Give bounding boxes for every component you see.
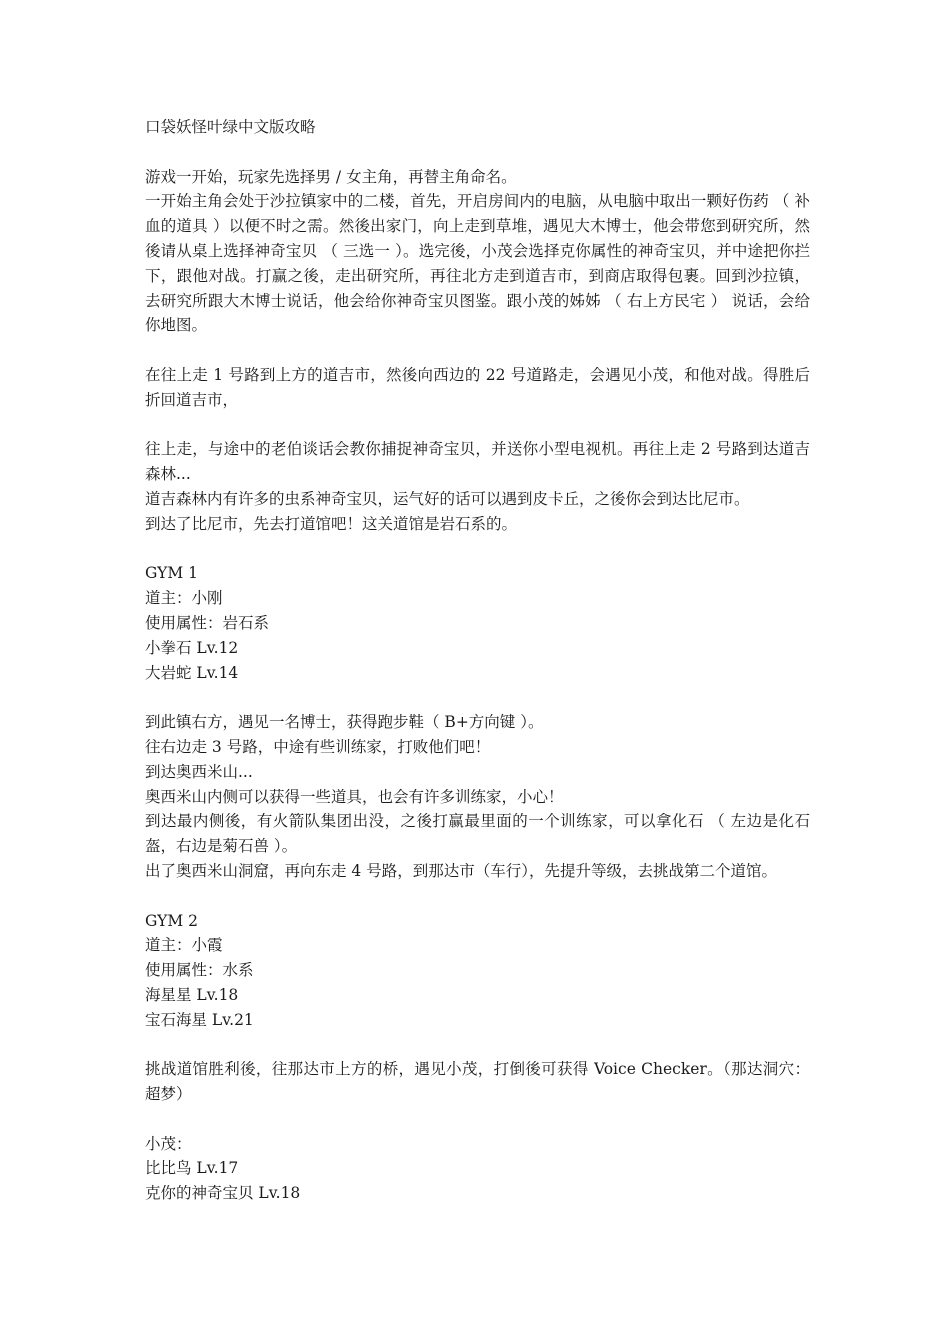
document-title: 口袋妖怪叶绿中文版攻略 (145, 118, 316, 136)
spacer (145, 884, 810, 909)
forest-paragraph-3: 到达了比尼市，先去打道馆吧！这关道馆是岩石系的。 (145, 514, 518, 533)
rival-pokemon-1: 比比鸟 Lv.17 (145, 1159, 239, 1178)
document-body (145, 115, 810, 1206)
mountain-paragraph-1: 到此镇右方，遇见一名博士，获得跑步鞋（ B+方向键 ）。 (145, 713, 544, 732)
mountain-paragraph-4: 奥西米山内侧可以获得一些道具，也会有许多训练家，小心！ (145, 787, 564, 806)
bridge-paragraph: 挑战道馆胜利後，往那达市上方的桥，遇见小茂，打倒後可获得 Voice Checker。（那达洞穴：超梦） (145, 1060, 810, 1104)
spacer (145, 140, 810, 165)
spacer (145, 338, 810, 363)
forest-paragraph-1: 往上走，与途中的老伯谈话会教你捕捉神奇宝贝，并送你小型电视机。再往上走 2 号路到达道吉森林... (145, 440, 810, 484)
mountain-paragraph-2: 往右边走 3 号路，中途有些训练家，打败他们吧！ (145, 737, 491, 756)
spacer (145, 1107, 810, 1132)
gym2-type: 使用属性：水系 (145, 961, 254, 980)
mountain-paragraph-3: 到达奥西米山... (145, 762, 253, 781)
gym2-header: GYM 2 (145, 911, 199, 930)
rival-pokemon-2: 克你的神奇宝贝 Lv.18 (145, 1184, 301, 1203)
mountain-paragraph-6: 出了奥西米山洞窟，再向东走 4 号路，到那达市（车行），先提升等级，去挑战第二个道馆。 (145, 861, 777, 880)
gym2-pokemon-1: 海星星 Lv.18 (145, 985, 239, 1004)
mountain-paragraph-5: 到达最内侧後，有火箭队集团出没，之後打赢最里面的一个训练家，可以拿化石 （ 左边是化石盔，右边是菊石兽 ）。 (145, 812, 810, 856)
gym1-type: 使用属性：岩石系 (145, 613, 270, 632)
gym2-leader: 道主：小霞 (145, 936, 223, 955)
gym1-pokemon-2: 大岩蛇 Lv.14 (145, 663, 239, 682)
intro-paragraph-2: 一开始主角会处于沙拉镇家中的二楼，首先，开启房间内的电脑，从电脑中取出一颗好伤药 （ 补血的道具 ）以便不时之需。然後出家门，向上走到草堆，遇见大木博士，他会带您到研究所，然後请从桌上选择神奇宝贝 （ 三选一 ）。选完後，小茂会选择克你属性的神奇宝贝，并中途把你拦下，跟他对战。打赢之後，走出研究所，再往北方走到道吉市，到商店取得包裹。回到沙拉镇，去研究所跟大木博士说话，他会给你神奇宝贝图鉴。跟小茂的姊姊 （ 右上方民宅 ） 说话，会给你地图。 (145, 192, 810, 335)
spacer (145, 537, 810, 562)
intro-paragraph-1: 游戏一开始，玩家先选择男 / 女主角，再替主角命名。 (145, 167, 517, 186)
rival-header: 小茂： (145, 1134, 192, 1153)
spacer (145, 413, 810, 438)
spacer (145, 685, 810, 710)
route-paragraph: 在往上走 1 号路到上方的道吉市，然後向西边的 22 号道路走，会遇见小茂，和他对战。得胜后折回道吉市， (145, 365, 810, 409)
gym2-pokemon-2: 宝石海星 Lv.21 (145, 1010, 254, 1029)
spacer (145, 1032, 810, 1057)
gym1-leader: 道主：小刚 (145, 589, 223, 608)
gym1-header: GYM 1 (145, 564, 199, 583)
forest-paragraph-2: 道吉森林内有许多的虫系神奇宝贝，运气好的话可以遇到皮卡丘，之後你会到达比尼市。 (145, 489, 750, 508)
gym1-pokemon-1: 小拳石 Lv.12 (145, 638, 239, 657)
